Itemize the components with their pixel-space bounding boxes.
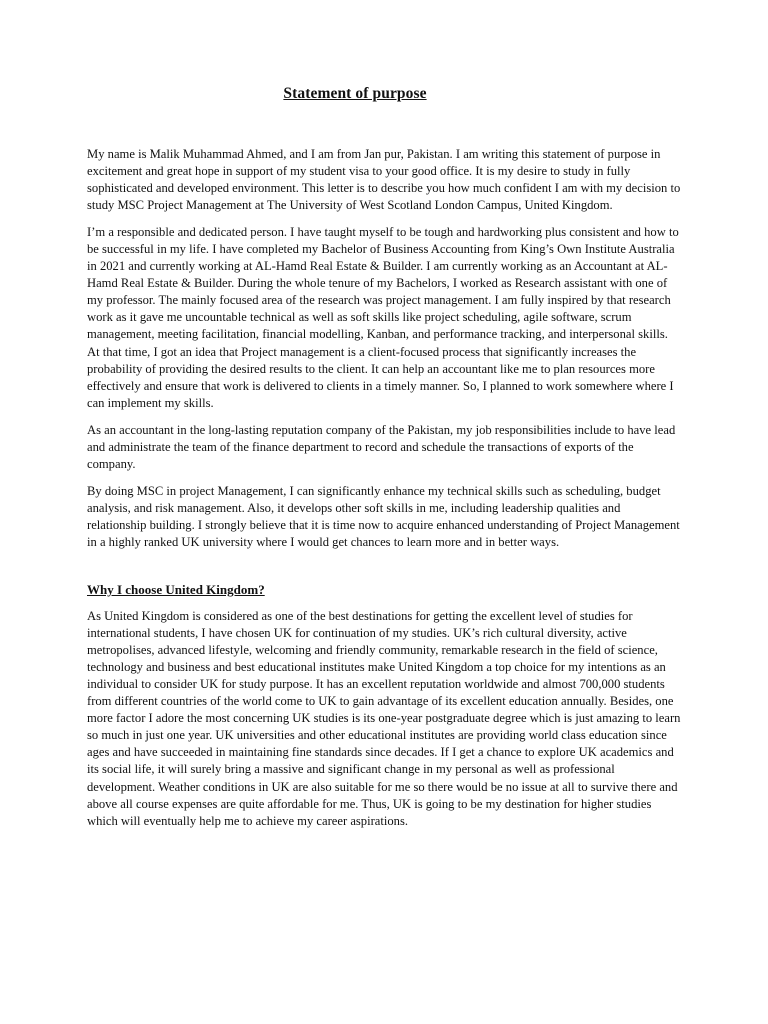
document-body (87, 146, 681, 840)
document-title: Statement of purpose (283, 85, 427, 102)
paragraph-introduction: My name is Malik Muhammad Ahmed, and I am from Jan pur, Pakistan. I am writing this statement of purpose in excitement and great hope in support of my student visa to your good office. It is my desire to study in fully sophisticated and developed environment. This letter is to describe you how much confident I am with my decision to study MSC Project Management at The University of West Scotland London Campus, United Kingdom. (87, 147, 681, 213)
paragraph-background: I’m a responsible and dedicated person. I have taught myself to be tough and hardworking plus consistent and how to be successful in my life. I have completed my Bachelor of Business Accounting from King’s Own Institute Australia in 2021 and currently working at AL-Hamd Real Estate & Builder. I am currently working as an Accountant at AL-Hamd Real Estate & Builder. During the whole tenure of my Bachelors, I worked as Research assistant with one of my professor. The mainly focused area of the research was project management. I am fully inspired by that research work as it gave me uncountable technical as well as soft skills like project scheduling, agile software, scrum management, meeting facilitation, financial modelling, Kanban, and performance tracking, and interpersonal skills. At that time, I got an idea that Project management is a client-focused process that significantly increases the probability of providing the desired results to the client. It can help an accountant like me to plan resources more effectively and ensure that work is delivered to clients in a timely manner. So, I planned to work somewhere where I can implement my skills. (87, 225, 679, 410)
paragraph-job-responsibilities: As an accountant in the long-lasting reputation company of the Pakistan, my job responsibilities include to have lead and administrate the team of the finance department to record and schedule the transactions of exports of the company. (87, 422, 676, 471)
section-heading-why-uk: Why I choose United Kingdom? (87, 582, 265, 598)
paragraph-msc-goals: By doing MSC in project Management, I can significantly enhance my technical skills such as scheduling, budget analysis, and risk management. Also, it develops other soft skills in me, including leadership qualities and relationship building. I strongly believe that it is time now to acquire enhanced understanding of Project Management in a highly ranked UK university where I would get chances to learn more and in better ways. (87, 483, 680, 549)
paragraph-why-uk: As United Kingdom is considered as one of the best destinations for getting the excellent level of studies for international students, I have chosen UK for continuation of my studies. UK’s rich cultural diversity, active metropolises, advanced lifestyle, welcoming and friendly community, remarkable research in the field of science, technology and business and best educational institutes make United Kingdom a top choice for my intentions as an individual to consider UK for study purpose. It has an excellent reputation worldwide and almost 700,000 students from different countries of the world come to UK to gain advantage of its excellent education annually. Besides, one more factor I adore the most concerning UK studies is its one-year postgraduate degree which is just amazing to learn so much in just one year. UK universities and other educational institutes are providing world class education since ages and have succeeded in maintaining fine standards since decades. If I get a chance to explore UK academics and its social life, it will surely bring a massive and significant change in my personal as well as professional development. Weather conditions in UK are also suitable for me so there would be no issue at all to survive there and above all course expenses are quite affordable for me. Thus, UK is going to be my destination for higher studies which will eventually help me to achieve my career aspirations. (87, 609, 681, 828)
